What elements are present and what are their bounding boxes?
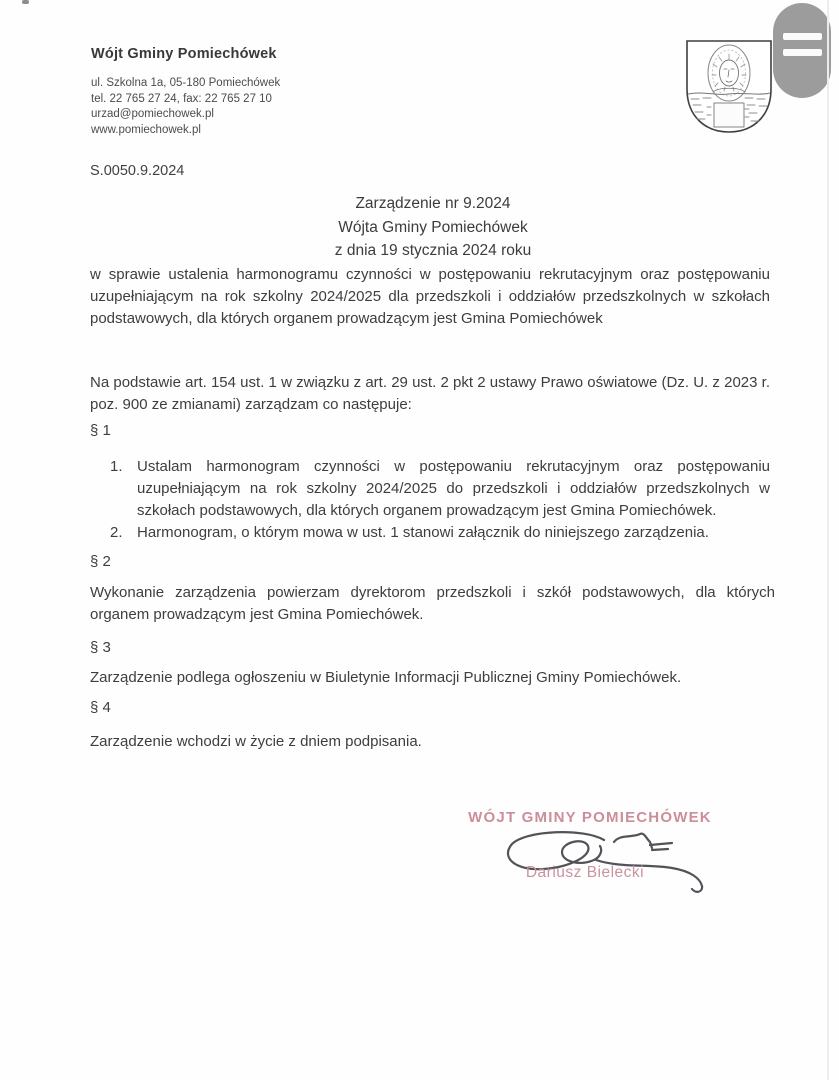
sender-street-line: ul. Szkolna 1a, 05-180 Pomiechówek [91, 77, 281, 89]
title-line-1: Zarządzenie nr 9.2024 [355, 195, 511, 212]
section-4-heading: § 4 [90, 699, 111, 716]
sender-address-block [91, 76, 280, 138]
document-title [90, 192, 776, 263]
section-1-heading: § 1 [90, 422, 111, 439]
coat-of-arms-image [683, 37, 775, 136]
sender-phone-line: tel. 22 765 27 24, fax: 22 765 27 10 [91, 92, 272, 105]
sender-website-line: www.pomiechowek.pl [91, 123, 201, 136]
section-1-list [110, 456, 770, 544]
page-edge-line [827, 0, 829, 1080]
section-3-body: Zarządzenie podlega ogłoszeniu w Biuletynie Informacji Publicznej Gminy Pomiechówek. [90, 669, 682, 686]
subject-paragraph: w sprawie ustalenia harmonogramu czynności w postępowaniu rekrutacyjnym oraz postępowaniu uzupełniającym na rok szkolny 2024/2025 dla przedszkoli i oddziałów przedszkolnych w szkołach podstawowych, dla których organem prowadzącym jest Gmina Pomiechówek [90, 266, 770, 327]
menu-button[interactable] [773, 3, 831, 98]
title-line-2: Wójta Gminy Pomiechówek [338, 218, 528, 236]
list-item [110, 522, 770, 544]
section-2-heading: § 2 [90, 553, 111, 570]
sender-name: Wójt Gminy Pomiechówek [91, 46, 277, 62]
signer-name: Dariusz Bielecki [525, 864, 645, 881]
section-3-heading: § 3 [90, 639, 111, 656]
list-item-text: Ustalam harmonogram czynności w postępowaniu rekrutacyjnym oraz postępowaniu uzupełniającym na rok szkolny 2024/2025 do przedszkoli i oddziałów przedszkolnych w szkołach podstawowych, dla których organem prowadzącym jest Gmina Pomiechówek. [137, 458, 770, 519]
list-item-marker: 1. [110, 458, 123, 475]
list-item-text: Harmonogram, o którym mowa w ust. 1 stanowi załącznik do niniejszego zarządzenia. [137, 524, 709, 541]
reference-number: S.0050.9.2024 [90, 163, 185, 179]
stamp-office-title: WÓJT GMINY POMIECHÓWEK [468, 809, 712, 826]
legal-basis-paragraph: Na podstawie art. 154 ust. 1 w związku z art. 29 ust. 2 pkt 2 ustawy Prawo oświatowe (Dz. U. z 2023 r. poz. 900 ze zmianami) zarządzam co następuje: [90, 374, 770, 413]
section-2-body: Wykonanie zarządzenia powierzam dyrektorom przedszkoli i szkół podstawowych, dla których organem prowadzącym jest Gmina Pomiechówek. [90, 584, 775, 623]
list-item [110, 456, 770, 522]
list-item-marker: 2. [110, 524, 123, 541]
sender-email-line: urzad@pomiechowek.pl [91, 108, 214, 120]
section-4-body: Zarządzenie wchodzi w życie z dniem podpisania. [90, 733, 422, 750]
scan-speck [22, 0, 29, 4]
title-line-3: z dnia 19 stycznia 2024 roku [334, 242, 532, 259]
signature-image [500, 826, 710, 896]
